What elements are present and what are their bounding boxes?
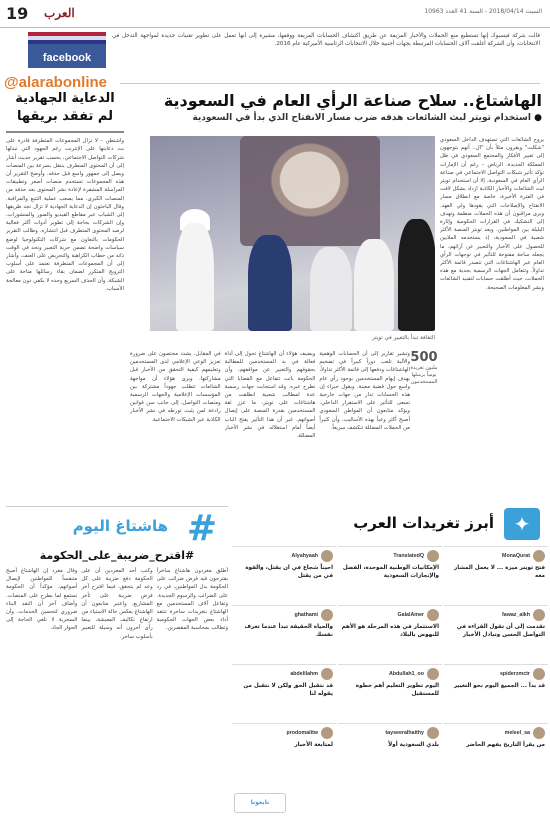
- left-column: [6, 84, 124, 504]
- avatar: [427, 550, 439, 562]
- article-title: الهاشتاغ.. سلاح صناعة الرأي العام في السعودية: [163, 91, 542, 110]
- article-body-column: ويضيف هؤلاء أن الهاشتاغ تحول إلى أداة فعالة في يد المستخدمين للمطالبة بحقوقهم والتعبير عن مواقفهم، وأن الحكومة باتت تتفاعل مع القضايا التي تطرح عبره. وقد استجابت جهات رسمية عدة لمطالب شعبية انطلقت من هاشتاغات على تويتر، ما عزز ثقة المستخدمين بقدرة المنصة على إيصال أصواتهم. غير أن هذا التأثير يفتح الباب أيضاً أمام استغلاله في نشر الأخبار المضللة.: [224, 351, 316, 440]
- tweet-username: meleel_sa: [504, 730, 530, 736]
- tweets-section-title: أبرز تغريدات العرب: [353, 514, 494, 532]
- follow-us-button[interactable]: تابعونا: [234, 793, 286, 813]
- tweet-text: تقدمت إلى أن تقول القراءة في التواصل الحسن وتبادل الأخبار: [456, 624, 545, 639]
- date-line: السبت 2018/04/14 - السنة 41 العدد 10963: [424, 8, 542, 15]
- person-figure: [354, 239, 394, 331]
- tweets-grid: [232, 546, 548, 825]
- facebook-label: facebook: [42, 52, 92, 64]
- avatar: [427, 668, 439, 680]
- tweet-user-row: [235, 727, 333, 739]
- hashtag-header: [6, 509, 228, 549]
- tweet-user-row: [235, 550, 333, 562]
- newspaper-logo: العرب: [44, 6, 75, 20]
- person-figure: [310, 247, 352, 331]
- person-figure: [248, 235, 292, 331]
- photo-caption: الثقافة تبدأ بالتغيير في تويتر: [372, 335, 435, 341]
- stat-number: 500: [410, 350, 438, 365]
- left-article-body: واشنطن – لا تزال المجموعات المتطرفة قادرة على بث دعايتها على الإنترنت رغم الجهود التي تبذلها شركات التواصل الاجتماعي، بحسب تقرير حديث أشار إلى أن المحتوى المتطرف ينتقل بسرعة بين المنصات ويصل إلى جمهور واسع قبل حذفه. وأوضح التقرير أن هذه المجموعات تستخدم منصات أصغر وتطبيقات المراسلة المشفرة لإعادة نشر المحتوى بعد حذفه من المنصات الكبرى، مما يصعب عملية التتبع والمراقبة. وقال الباحثون إن الدعاية الجهادية لا تزال تجد طريقها إلى الشباب عبر مقاطع الفيديو والصور والمنشورات، وإن الشركات بحاجة إلى تطوير أدوات أكثر فعالية لرصد المحتوى المتطرف قبل انتشاره. وطالب التقرير الحكومات بالتعاون مع شركات التكنولوجيا لوضع سياسات واضحة تضمن حرية التعبير وتحد في الوقت ذاته من خطاب الكراهية والتحريض على العنف. وأشار إلى أن المجموعات المتطرفة تعتمد على أسلوب الترويج المتكرر لضمان بقاء رسائلها متاحة على الشبكة، وأن الحذف السريع وحده لا يكفي دون معالجة الأسباب.: [6, 138, 124, 292]
- tweet-user-row: [235, 609, 333, 621]
- article-body-column: في المقابل، يشدد مختصون على ضرورة تعزيز الوعي الإعلامي لدى المستخدمين وتعليمهم كيفية التحقق من الأخبار قبل مشاركتها. ويرى هؤلاء أن مواجهة الشائعات تتطلب جهوداً مشتركة بين المؤسسات الإعلامية والجهات الرسمية ومنصات التواصل، إلى جانب سن قوانين رادعة لمن يثبت تورطه في نشر الأخبار الكاذبة عبر الشبكات الاجتماعية.: [129, 351, 221, 423]
- portrait-backdrop: [240, 136, 380, 246]
- tweet-text: قد نتقبل الحق ولكن لا نتقبل من يقوله لنا: [243, 683, 333, 698]
- hashtag-column: وقال مغرد إن الهاشتاغ أصبح متنفساً للمواطنين لإيصال أصواتهم، مؤكداً أن الحكومة تستمع لما يطرح على المنصات. وأضاف آخر أن النقد البناء ضروري لتحسين الخدمات، وأن السخرية لا تلغي الحاجة إلى الحوار الجاد.: [6, 568, 78, 632]
- tweet-card[interactable]: [232, 723, 336, 780]
- tweet-username: TranslatedQ: [393, 553, 424, 559]
- avatar: [427, 727, 439, 739]
- stat-label: مليون تغريدة يومياً يرسلها المستخدمون: [410, 365, 438, 385]
- article-subtitle: [150, 112, 542, 125]
- avatar: [533, 727, 545, 739]
- twitter-handle: @alarabonline: [4, 74, 107, 91]
- article-body-columns: [130, 350, 410, 510]
- avatar: [321, 668, 333, 680]
- tweet-username: abdelilahm: [290, 671, 318, 677]
- article-subtitle-text: استخدام تويتر لبث الشائعات هدفه ضرب مسار الانفتاح الذي بدأ في السعودية: [192, 113, 531, 123]
- tweet-text: قد بدأ ... الجميع اليوم نحو التغيير: [453, 683, 545, 689]
- tweet-username: Alyahyaah: [291, 553, 318, 559]
- hashtag-columns: [6, 567, 228, 825]
- article-right-column: يروج الشائعات التي تستهدف الداخل السعودي "شكلت" ويقرون مثلاً بأن "ال.. أنهم يتوجهون إلى تغيير الأفكار والمجتمع السعودي في ظل المملكة الجديدة. الرياض – رغم أن الإمارات تؤكد تأثير شبكات التواصل الاجتماعي في صناعة الرأي العام في السعودية، إلا أن استخدام تويتر لبث الشائعات والأخبار الكاذبة ازداد بشكل لافت في الفترة الأخيرة، خاصة مع انطلاق مسار الانفتاح والإصلاحات التي يقودها ولي العهد. ويرى مراقبون أن هذه الحملات منظمة وتهدف إلى التشكيك في القرارات الحكومية وإثارة البلبلة بين المواطنين. ويعد تويتر المنصة الأكثر شعبية في السعودية، إذ يستخدمه الملايين للحصول على الأخبار والتعبير عن آرائهم، ما يجعله ساحة مفتوحة للتأثير في توجهات الرأي العام عبر الهاشتاغات التي تتصدر قائمة الأكثر تداولاً. وتتعامل الجهات الرسمية بجدية مع هذه الحملات، حيث أطلقت حسابات لتفنيد الشائعات ونشر المعلومات الصحيحة.: [440, 137, 544, 291]
- tweet-username: spiderzmctr: [499, 671, 530, 677]
- tweet-card[interactable]: [338, 605, 442, 662]
- person-figure: [398, 219, 435, 331]
- tweet-user-row: [235, 668, 333, 680]
- tweet-text: الاستثمار في هذه المرحلة هو الأهم للنهوض بالبلاد: [341, 624, 439, 639]
- article-body-column: وتشير تقارير إلى أن الحسابات الوهمية والآلية تلعب دوراً كبيراً في تضخيم الهاشتاغات ودفعها إلى قائمة الأكثر تداولاً، بهدف إيهام المستخدمين بوجود رأي عام واسع حول قضية معينة. ويقول خبراء إن هذه الحسابات تدار من جهات خارجية تسعى للتأثير على الاستقرار الداخلي. ويؤكد متابعون أن المواطن السعودي أصبح أكثر وعياً بهذه الأساليب، وأن كثيراً من الحملات المضللة تنكشف سريعاً.: [319, 351, 410, 431]
- avatar: [321, 727, 333, 739]
- tweet-card[interactable]: [232, 605, 336, 662]
- tweet-user-row: [447, 668, 545, 680]
- person-figure: [176, 223, 214, 331]
- avatar: [321, 609, 333, 621]
- page-number: 19: [6, 4, 29, 23]
- tweet-text: احيناً شجاع في ان يقتل، والقوة في من يقتل: [245, 565, 333, 580]
- hashtag-box: [6, 506, 228, 825]
- tweet-username: MonaQurat: [502, 553, 530, 559]
- facebook-intro-text: قالت شركة فيسبوك إنها تستطيع منع الحملات والأخبار المزيفة عن طريق اكتشاف الحسابات المزيفة ووقفها، مشيرة إلى أنها تعمل على تطوير تقنيات جديدة لمواجهة التدخل في الانتخابات، وأن الشركة أغلقت آلاف الحسابات المرتبطة بجهات أجنبية خلال الانتخابات الرئاسية الأميركية عام 2016.: [112, 33, 540, 48]
- tweet-card[interactable]: [232, 664, 336, 721]
- divider: [120, 83, 540, 84]
- tweet-card[interactable]: [338, 664, 442, 721]
- avatar: [321, 550, 333, 562]
- bullet-icon: ●: [534, 113, 542, 123]
- avatar: [533, 609, 545, 621]
- hashtag-section-title: هاشتاغ اليوم: [72, 517, 168, 535]
- hashtag-column: وكتب أحد المغردين أن على الحكومة دفع ضريبة على كل وعد لم يتحقق، فيما اقترح آخر فرض ضريبة على تأخر المشاريع. واعتبر متابعون أن الهاشتاغ يعكس حالة الاستياء من ارتفاع تكاليف المعيشة، بينما رأى آخرون أنه وسيلة للتعبير بأسلوب ساخر.: [81, 568, 153, 640]
- tweet-user-row: [341, 727, 439, 739]
- avatar: [427, 609, 439, 621]
- hashtag-icon: #: [186, 508, 218, 549]
- tweet-username: ghathami: [294, 612, 318, 618]
- tweet-user-row: [447, 727, 545, 739]
- tweet-user-row: [341, 550, 439, 562]
- tweet-card[interactable]: [444, 605, 548, 662]
- tweet-text: اليوم تطوير التعليم أهم خطوة للمستقبل: [355, 683, 439, 698]
- hashtag-column: أطلق مغردون هاشتاغ ساخراً يقترحون فيه فرض ضرائب على الحكومة بدل المواطنين، في رد على الضرائب والرسوم الجديدة. وتفاعل آلاف المستخدمين مع الهاشتاغ بتغريدات ساخرة تنتقد أداء بعض الجهات الحكومية وتطالب بمحاسبة المقصرين.: [156, 568, 228, 632]
- tweet-card[interactable]: [338, 546, 442, 603]
- left-article-title: الدعاية الجهادية لم تفقد بريقها: [6, 84, 124, 133]
- page-header: [0, 0, 550, 28]
- tweet-username: tayseeralhaithy: [385, 730, 424, 736]
- tweet-user-row: [447, 550, 545, 562]
- tweet-username: Abdullah1_oo: [388, 671, 424, 677]
- tweet-card[interactable]: [444, 546, 548, 603]
- tweet-username: GalalAmer: [397, 612, 424, 618]
- facebook-banner: [28, 32, 106, 68]
- tweet-text: لمتابعة الأخبار: [294, 742, 333, 748]
- tweet-text: من يقرأ التاريخ يفهم الحاضر: [466, 742, 545, 748]
- avatar: [533, 550, 545, 562]
- tweet-card[interactable]: [444, 664, 548, 721]
- tweet-user-row: [341, 609, 439, 621]
- tweet-text: الإمكانيات الوطنية الموحدة، الفضل والإنجازات السعودية: [342, 565, 439, 580]
- flag-icon: [28, 32, 106, 44]
- tweet-user-row: [447, 609, 545, 621]
- stat-callout: [408, 350, 440, 386]
- tweet-card[interactable]: [444, 723, 548, 780]
- tweet-text: فتح تويتر ميزة ... لا يعمل المشار معه: [454, 565, 545, 580]
- tweet-user-row: [341, 668, 439, 680]
- tweet-card[interactable]: [232, 546, 336, 603]
- tweet-username: prodomalitw: [286, 730, 318, 736]
- tweet-card[interactable]: [338, 723, 442, 780]
- tweet-text: والحياة الحقيقة تبدأ عندما تعرف نفسك: [244, 624, 333, 639]
- tweet-username: fawaz_alkh: [502, 612, 530, 618]
- avatar: [533, 668, 545, 680]
- tweets-header: [240, 506, 550, 544]
- article-photo: [150, 136, 435, 331]
- hashtag-of-the-day: #اقترح_ضريبة_على_الحكومة: [39, 549, 195, 562]
- bottom-section: [0, 506, 550, 825]
- tweet-text: بلدي السعودية أولاً: [388, 742, 439, 748]
- twitter-bird-icon: ✦: [504, 508, 540, 540]
